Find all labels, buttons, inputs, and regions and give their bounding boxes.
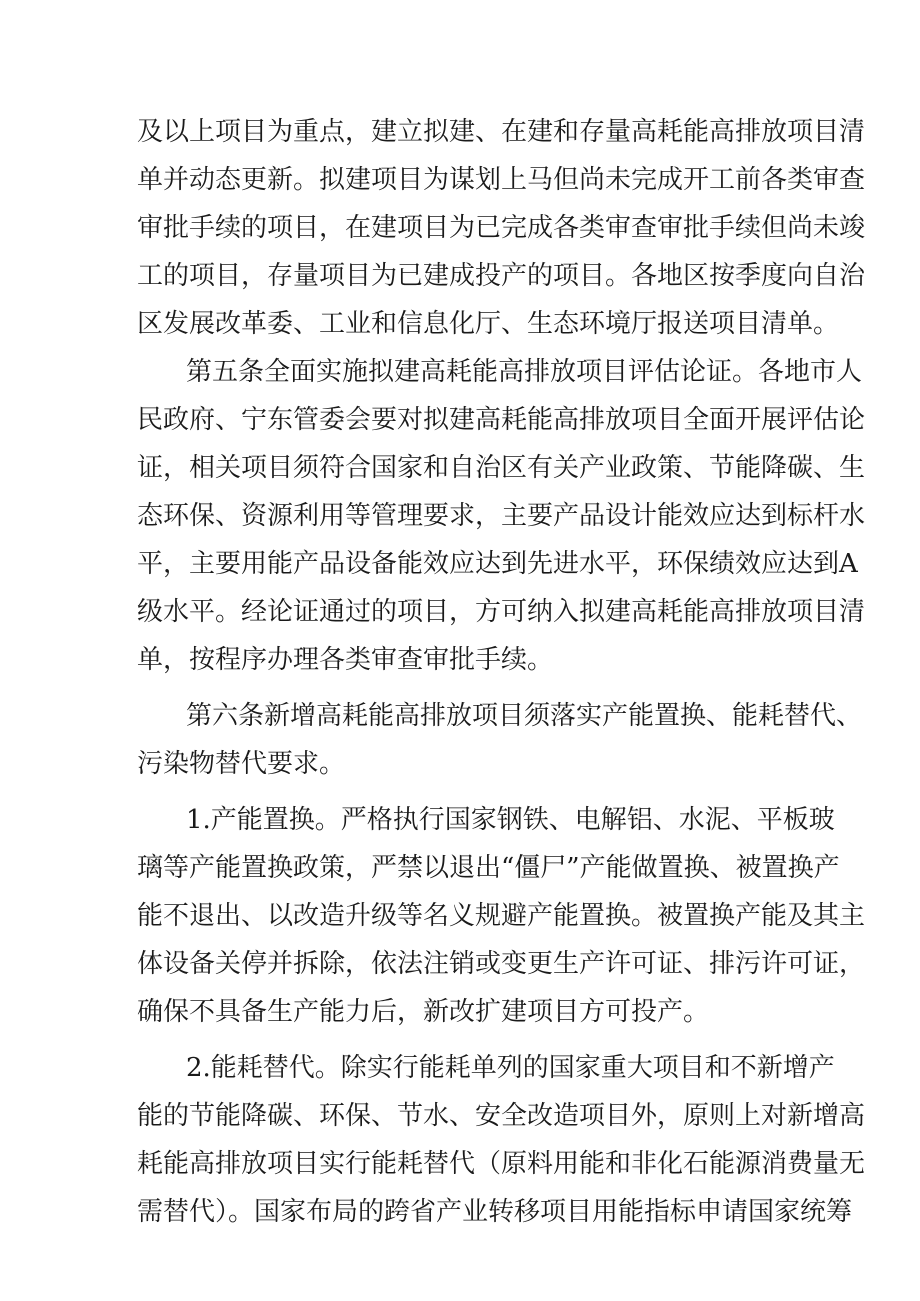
line-text: 1.产能置换。严格执行国家钢铁、电解铝、水泥、平板玻: [186, 805, 835, 835]
line-text: 审批手续的项目，在建项目为已完成各类审查审批手续但尚未竣: [137, 213, 866, 243]
line-text: 工的项目，存量项目为已建成投产的项目。各地区按季度向自治: [137, 261, 866, 291]
line-text: 平，主要用能产品设备能效应达到先进水平，环保绩效应达到A: [137, 549, 858, 579]
line-text: 及以上项目为重点，建立拟建、在建和存量高耗能高排放项目清: [137, 117, 866, 147]
text-line: [0, 1096, 920, 1136]
text-line: [0, 208, 920, 248]
text-line: [0, 800, 920, 840]
text-line: [0, 400, 920, 440]
line-text: 2.能耗替代。除实行能耗单列的国家重大项目和不新增产: [186, 1053, 835, 1083]
text-line: [0, 944, 920, 984]
line-text: 证，相关项目须符合国家和自治区有关产业政策、节能降碳、生: [137, 453, 866, 483]
line-text: 璃等产能置换政策，严禁以退出“僵尸”产能做置换、被置换产: [137, 853, 840, 883]
text-line: [0, 696, 920, 736]
line-text: 需替代）。国家布局的跨省产业转移项目用能指标申请国家统筹: [137, 1197, 853, 1227]
line-text: 体设备关停并拆除，依法注销或变更生产许可证、排污许可证，: [137, 949, 866, 979]
line-text: 民政府、宁东管委会要对拟建高耗能高排放项目全面开展评估论: [137, 405, 866, 435]
line-text: 污染物替代要求。: [137, 749, 346, 779]
line-text: 第五条全面实施拟建高耗能高排放项目评估论证。各地市人: [186, 357, 863, 387]
text-line: [0, 896, 920, 936]
text-line: [0, 592, 920, 632]
text-line: [0, 304, 920, 344]
text-line: [0, 992, 920, 1032]
text-line: [0, 256, 920, 296]
text-line: [0, 848, 920, 888]
text-line: [0, 1192, 920, 1232]
text-line: [0, 1048, 920, 1088]
line-text: 级水平。经论证通过的项目，方可纳入拟建高耗能高排放项目清: [137, 597, 866, 627]
text-line: [0, 1144, 920, 1184]
line-text: 能不退出、以改造升级等名义规避产能置换。被置换产能及其主: [137, 901, 866, 931]
text-line: [0, 112, 920, 152]
line-text: 单，按程序办理各类审查审批手续。: [137, 645, 554, 675]
text-line: [0, 744, 920, 784]
line-text: 耗能高排放项目实行能耗替代（原料用能和非化石能源消费量无: [137, 1149, 866, 1179]
text-line: [0, 640, 920, 680]
text-line: [0, 496, 920, 536]
line-text: 区发展改革委、工业和信息化厅、生态环境厅报送项目清单。: [137, 309, 840, 339]
line-text: 态环保、资源利用等管理要求，主要产品设计能效应达到标杆水: [137, 501, 866, 531]
text-line: [0, 160, 920, 200]
line-text: 能的节能降碳、环保、节水、安全改造项目外，原则上对新增高: [137, 1101, 866, 1131]
text-line: [0, 448, 920, 488]
line-text: 确保不具备生产能力后，新改扩建项目方可投产。: [137, 997, 710, 1027]
line-text: 单并动态更新。拟建项目为谋划上马但尚未完成开工前各类审查: [137, 165, 866, 195]
text-line: [0, 352, 920, 392]
line-text: 第六条新增高耗能高排放项目须落实产能置换、能耗替代、: [186, 701, 863, 731]
text-line: [0, 544, 920, 584]
